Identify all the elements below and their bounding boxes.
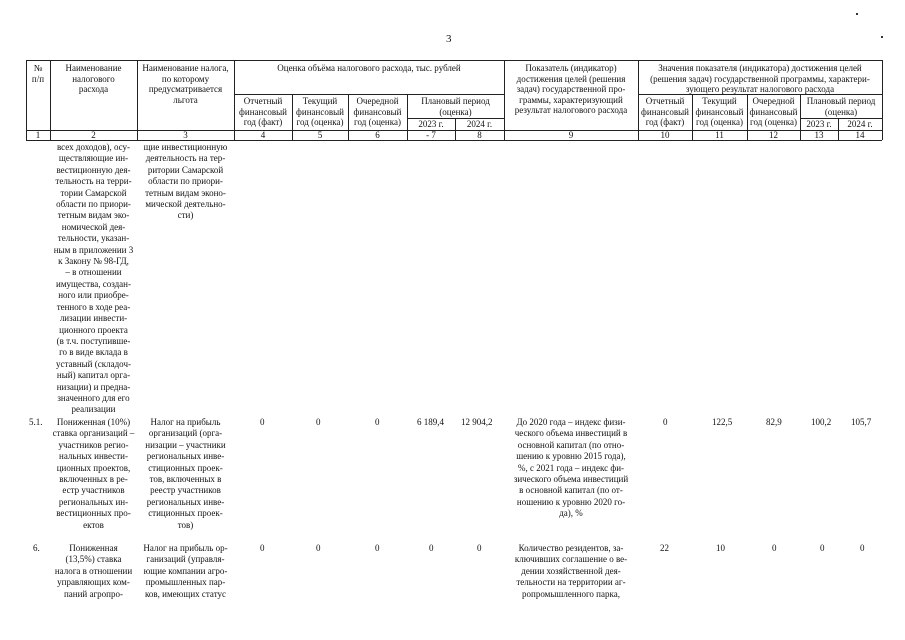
indicator-value-current: 122,5 — [712, 417, 733, 427]
header-current-year: Текущий финансовый год (оценка) — [296, 96, 344, 127]
scan-speck — [856, 13, 858, 15]
continuation-name-cell: всех доходов), осу- ществляющие ин- вестиционную дея- тельность на терри- тории Самарской области по приори- тетным видам эко- номической дея- тельности, указан- ным в приложении 3 к Закону № 98-ГД, – в отношении имущества, создан- ного или приобре- тенного в ходе реа- лизации инвести- ционного проекта (в т.ч. поступивше- го в виде вклада в уставный (складоч- ный) капитал орга- низации) и предна- значенного для его реализации — [53, 142, 134, 415]
indicator-value-2024: 0 — [860, 543, 865, 553]
header-col-indicator: Показатель (индикатор) достижения целей (решения задач) государственной про- граммы, характеризующий результат налогового расхода — [514, 63, 628, 115]
value-2023: 6 189,4 — [417, 417, 444, 427]
colnum-1: 1 — [35, 130, 41, 140]
tax-name: Налог на прибыль организаций (орга- низации – участники региональных инве- стиционных проек- тов, включенных в реестр участников региональных инве- стиционных проек- тов) — [145, 417, 226, 530]
value-2024: 0 — [477, 543, 482, 553]
colnum-4: 4 — [260, 130, 266, 140]
continuation-tax-cell: щие инвестиционную деятельность на тер- ритории Самарской области по приори- тетным видам эконо- мической деятельно- сти) — [143, 142, 228, 221]
colnum-10: 10 — [660, 130, 670, 140]
value-2024: 12 904,2 — [461, 417, 493, 427]
header-group-values: Значения показателя (индикатора) достижения целей (решения задач) государственной программы, характери- зующего результат налогового расхода — [650, 63, 870, 94]
colnum-3: 3 — [183, 130, 188, 140]
scan-speck — [881, 36, 883, 38]
header-v-2023: 2023 г. — [806, 119, 832, 129]
colnum-9: 9 — [568, 130, 574, 140]
value-2023: 0 — [429, 543, 434, 553]
indicator-value-current: 10 — [716, 543, 725, 553]
colnum-6: 6 — [375, 130, 380, 140]
indicator-value-2023: 0 — [820, 543, 825, 553]
header-year-2023: 2023 г. — [418, 119, 444, 129]
value-current-year: 0 — [316, 543, 321, 553]
header-next-year: Очередной финансовый год (оценка) — [353, 96, 402, 127]
header-col-name: Наименование налогового расхода — [65, 63, 122, 94]
row-number: 6. — [33, 543, 40, 553]
indicator-value-2024: 105,7 — [851, 417, 872, 427]
colnum-12: 12 — [769, 130, 778, 140]
header-v-2024: 2024 г. — [847, 119, 873, 129]
tax-expense-name: Пониженная (13,5%) ставка налога в отношении управляющих ком- паний агропро- — [54, 543, 133, 599]
colnum-14: 14 — [855, 130, 865, 140]
value-next-year: 0 — [375, 543, 380, 553]
header-v-planning: Плановый период (оценка) — [806, 96, 876, 117]
value-report-year: 0 — [260, 543, 265, 553]
value-current-year: 0 — [316, 417, 321, 427]
header-v-current: Текущий финансовый год (оценка) — [695, 96, 744, 127]
tax-expense-name: Пониженная (10%) ставка организаций – участников регио- нальных инвести- ционных проектов, включенных в ре- естр участников региональных ин- вестиционных про- ектов — [52, 417, 135, 530]
header-report-year: Отчетный финансовый год (факт) — [239, 96, 287, 127]
tax-name: Налог на прибыль ор- ганизаций (управля- ющие компании агро- промышленных пар- ков, имеющих статус — [143, 543, 228, 599]
colnum-2: 2 — [91, 130, 96, 140]
colnum-11: 11 — [715, 130, 724, 140]
header-v-next: Очередной финансовый год (оценка) — [749, 96, 798, 127]
header-v-report: Отчетный финансовый год (факт) — [641, 96, 689, 127]
page-number: 3 — [446, 33, 452, 45]
indicator-text: До 2020 года – индекс физи- ческого объема инвестиций в основной капитал (по отно- шению к уровню 2015 года), %, с 2021 года – индекс фи- зического объема инвестиций в основной капитал (по от- ношению к уровню 2020 го- да), % — [513, 417, 629, 519]
header-year-2024: 2024 г. — [466, 119, 493, 129]
indicator-value-report: 0 — [663, 417, 668, 427]
table-top-border — [26, 60, 882, 61]
estimate-subheader-line — [234, 94, 504, 95]
value-next-year: 0 — [375, 417, 380, 427]
vline-right — [882, 60, 883, 140]
colnum-8: 8 — [477, 130, 482, 140]
row-number: 5.1. — [29, 417, 43, 427]
colnum-7: - 7 — [426, 130, 436, 140]
indicator-text: Количество резидентов, за- ключивших соглашение о ве- дении хозяйственной дея- тельности на территории аг- ропромышленного парка, — [514, 543, 628, 599]
header-col-tax: Наименование налога, по которому предусматривается льгота — [142, 63, 229, 105]
indicator-value-report: 22 — [660, 543, 669, 553]
indicator-value-next: 0 — [772, 543, 777, 553]
header-col-num: № п/п — [31, 63, 45, 84]
value-report-year: 0 — [260, 417, 265, 427]
colnum-5: 5 — [317, 130, 323, 140]
indicator-value-next: 82,9 — [766, 417, 782, 427]
header-planning-period: Плановый период (оценка) — [421, 96, 490, 117]
indicator-value-2023: 100,2 — [811, 417, 832, 427]
header-group-estimate: Оценка объёма налогового расхода, тыс. рублей — [277, 63, 461, 73]
colnum-13: 13 — [814, 130, 824, 140]
